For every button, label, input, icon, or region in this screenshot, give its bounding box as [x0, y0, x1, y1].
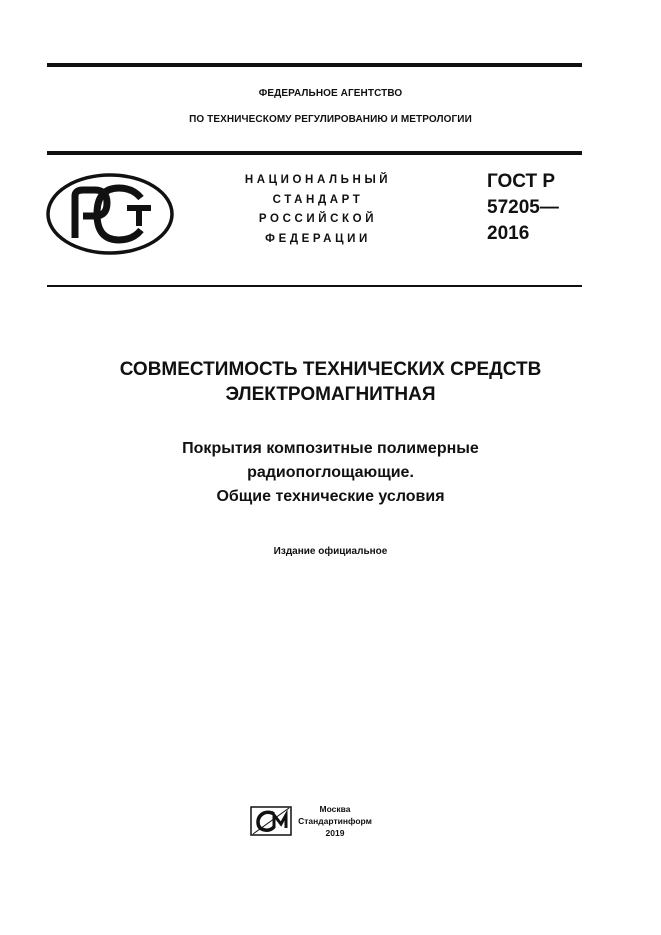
publisher-year: 2019	[325, 828, 345, 838]
gost-designation	[487, 169, 559, 247]
agency-name-line2: ПО ТЕХНИЧЕСКОМУ РЕГУЛИРОВАНИЮ И МЕТРОЛОГИИ	[189, 114, 472, 125]
national-standard-line3: РОССИЙСКОЙ	[258, 213, 378, 225]
subtitle-line3: Общие технические условия	[216, 488, 445, 505]
gost-line1: ГОСТ Р	[487, 171, 556, 192]
bottom-rule	[47, 285, 582, 287]
subtitle-line1: Покрытия композитные полимерные	[182, 440, 479, 457]
national-standard-line2: СТАНДАРТ	[272, 194, 364, 206]
publisher-info	[296, 803, 374, 839]
title-line2: ЭЛЕКТРОМАГНИТНАЯ	[225, 384, 436, 405]
subtitle-line2: радиопоглощающие.	[247, 464, 414, 481]
document-subtitle	[0, 437, 661, 509]
gost-line2: 57205—	[487, 197, 559, 218]
document-title	[0, 357, 661, 407]
gost-line3: 2016	[487, 223, 530, 244]
agency-name-line1: ФЕДЕРАЛЬНОЕ АГЕНТСТВО	[258, 88, 403, 99]
publisher-name: Стандартинформ	[298, 816, 372, 826]
publisher-city: Москва	[319, 804, 351, 814]
middle-rule	[47, 151, 582, 155]
national-standard-line4: ФЕДЕРАЦИИ	[265, 233, 371, 245]
national-standard-line1: НАЦИОНАЛЬНЫЙ	[244, 174, 392, 186]
top-rule	[47, 63, 582, 67]
edition-label: Издание официальное	[273, 546, 388, 557]
rst-certification-mark-icon	[45, 172, 175, 256]
title-line1: СОВМЕСТИМОСТЬ ТЕХНИЧЕСКИХ СРЕДСТВ	[119, 359, 542, 380]
standartinform-logo-icon	[250, 806, 292, 836]
